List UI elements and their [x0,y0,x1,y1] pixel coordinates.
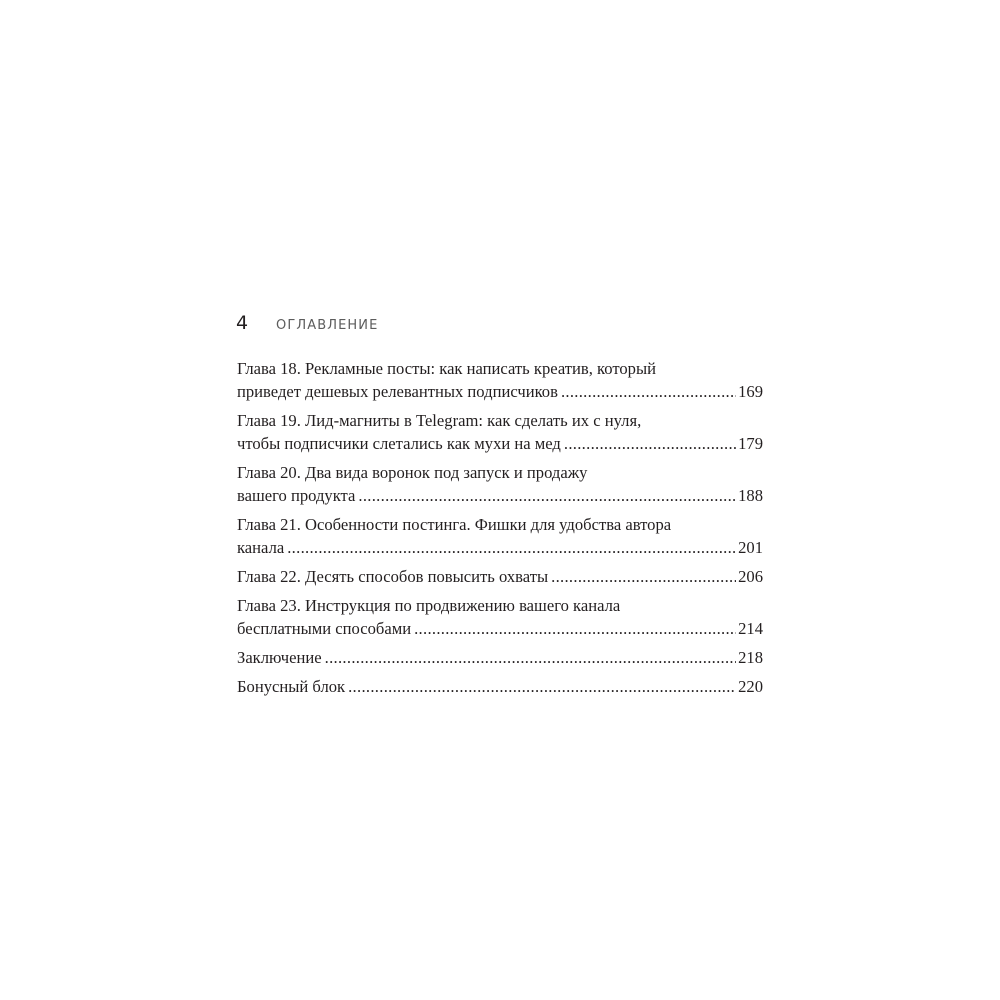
toc-entry-conclusion [237,646,763,669]
toc-entry-title: Глава 23. Инструкция по продвижению вашего канала [237,596,621,615]
toc-entry-title-continued: вашего продукта [237,486,356,505]
dot-leader [564,432,736,455]
toc-entry-title: Глава 21. Особенности постинга. Фишки для удобства автора [237,515,672,534]
toc-entry-title-continued: приведет дешевых релевантных подписчиков [237,382,558,401]
dot-leader [325,646,736,669]
toc-entry-last-line [237,380,763,403]
toc-entry-last-line [237,617,763,640]
dot-leader [287,536,736,559]
toc-entry-title-line [237,461,763,484]
toc-entry-last-line [237,646,763,669]
toc-entry-chapter-18 [237,357,763,403]
toc-entry-title-line [237,409,763,432]
toc-entry-last-line [237,484,763,507]
dot-leader [358,484,736,507]
table-of-contents [237,357,763,704]
toc-entry-chapter-21 [237,513,763,559]
toc-entry-title-line [237,357,763,380]
toc-entry-last-line [237,565,763,588]
toc-entry-title: Глава 18. Рекламные посты: как написать креатив, который [237,359,656,378]
toc-entry-title: Бонусный блок [237,677,346,696]
toc-entry-title: Глава 20. Два вида воронок под запуск и продажу [237,463,588,482]
toc-entry-title: Глава 19. Лид-магниты в Telegram: как сделать их с нуля, [237,411,642,430]
toc-entry-chapter-19 [237,409,763,455]
toc-page-number: 218 [738,648,763,667]
toc-page-number: 188 [738,486,763,505]
toc-entry-last-line [237,536,763,559]
toc-page-number: 201 [738,538,763,557]
toc-page-number: 169 [738,382,763,401]
toc-page-number: 214 [738,619,763,638]
toc-entry-last-line [237,432,763,455]
dot-leader [414,617,736,640]
dot-leader [348,675,736,698]
toc-entry-title: Глава 22. Десять способов повысить охваты [237,567,549,586]
toc-entry-title-line [237,594,763,617]
toc-entry-title-line [237,513,763,536]
dot-leader [561,380,736,403]
toc-entry-title-continued: бесплатными способами [237,619,412,638]
toc-entry-title-continued: канала [237,538,285,557]
toc-entry-last-line [237,675,763,698]
section-title: ОГЛАВЛЕНИЕ [276,318,379,333]
page-number: 4 [236,312,249,334]
toc-entry-bonus [237,675,763,698]
toc-entry-title-continued: чтобы подписчики слетались как мухи на мед [237,434,561,453]
toc-entry-title: Заключение [237,648,322,667]
toc-page-number: 206 [738,567,763,586]
toc-entry-chapter-22 [237,565,763,588]
toc-entry-chapter-23 [237,594,763,640]
toc-entry-chapter-20 [237,461,763,507]
toc-page-number: 220 [738,677,763,696]
toc-page-number: 179 [738,434,763,453]
dot-leader [551,565,736,588]
running-head [236,310,378,336]
